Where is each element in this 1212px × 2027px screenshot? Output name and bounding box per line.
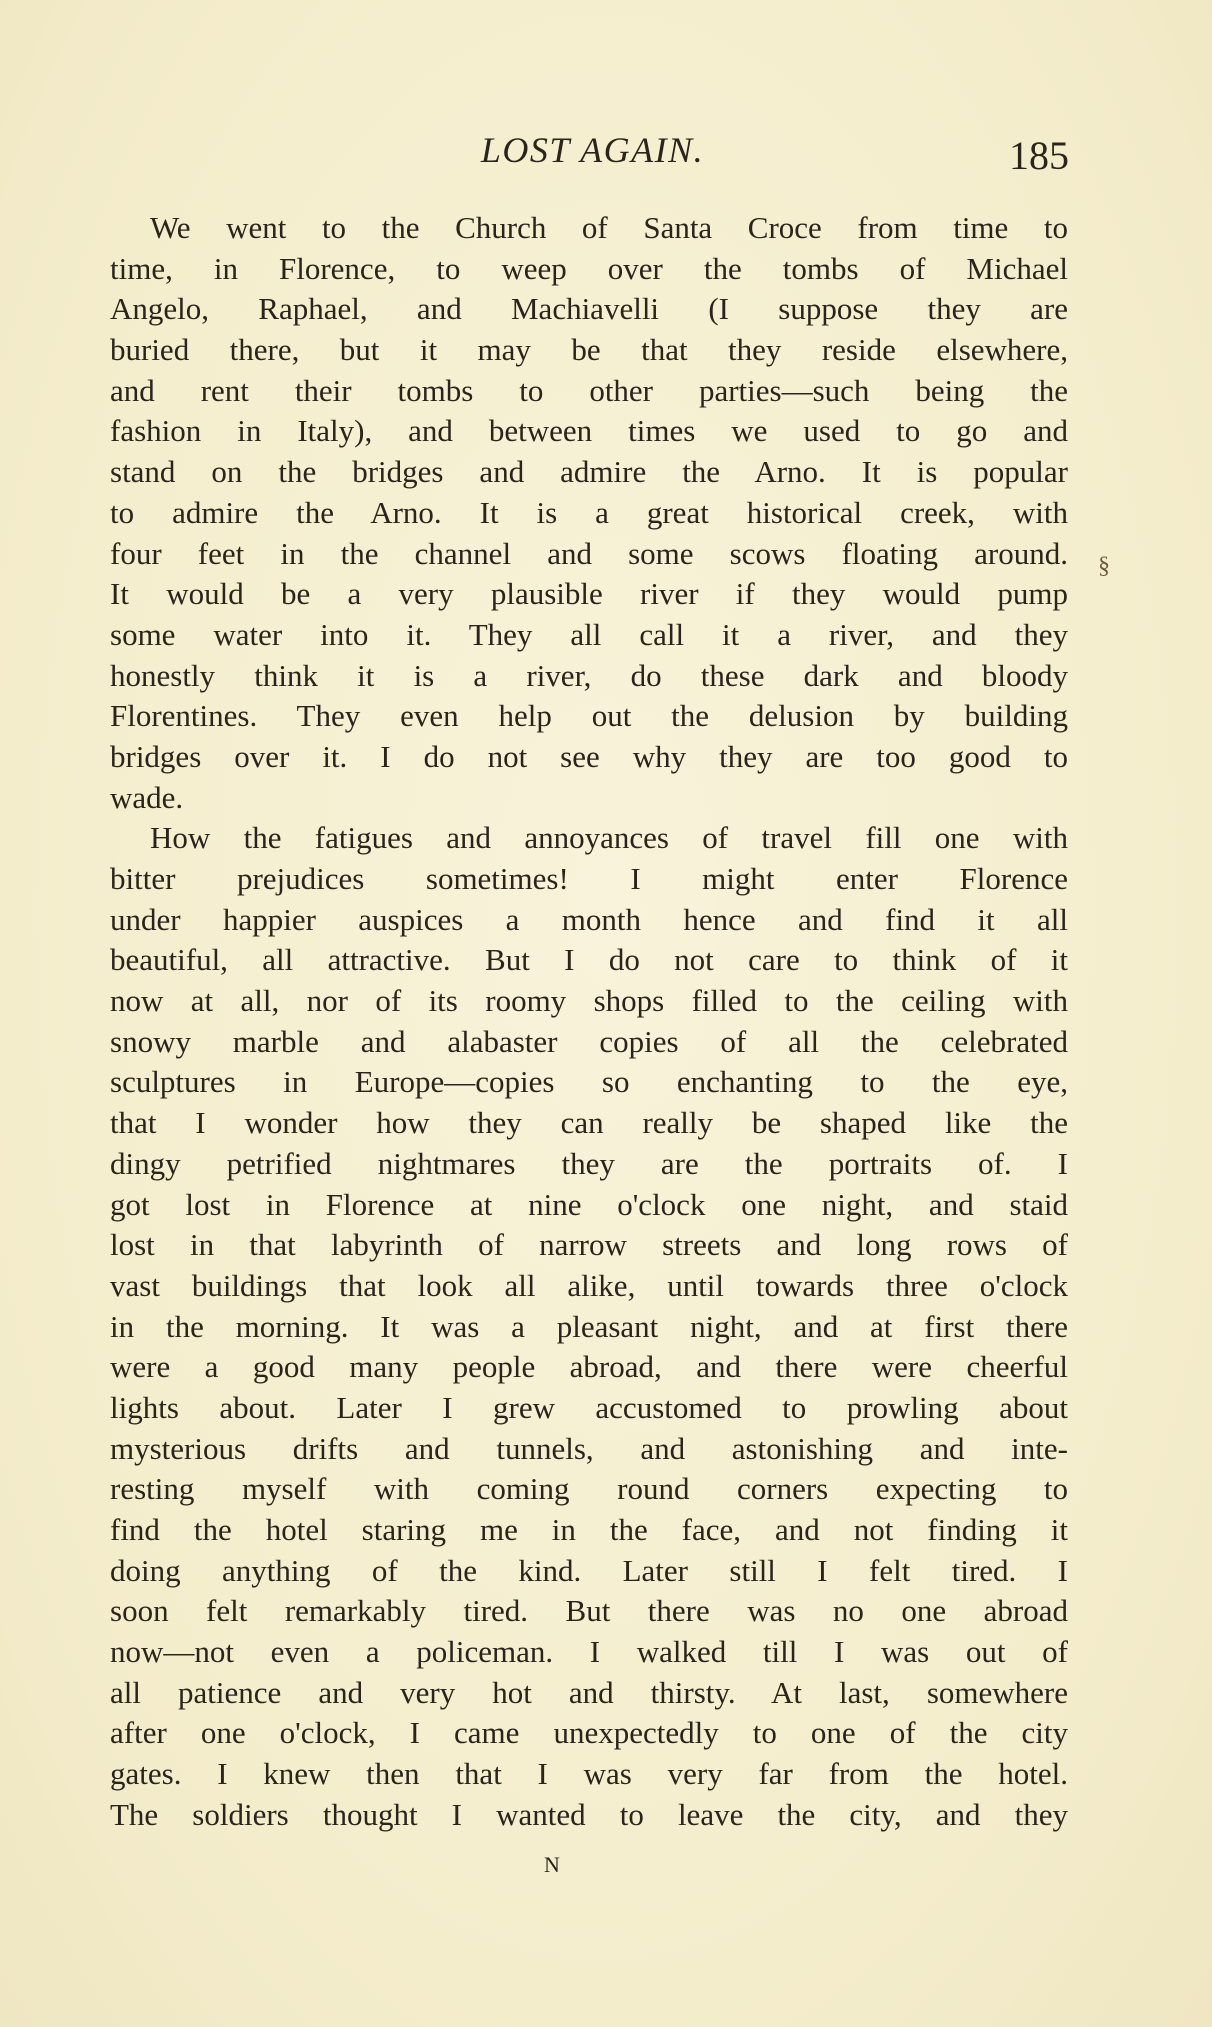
- text-line: snowy marble and alabaster copies of all the celebrated: [110, 1023, 1068, 1059]
- text-line: and rent their tombs to other parties—such being the: [110, 372, 1068, 408]
- text-line: buried there, but it may be that they reside elsewhere,: [110, 332, 1068, 368]
- text-line: lights about. Later I grew accustomed to prowling about: [110, 1389, 1068, 1425]
- text-line: now—not even a policeman. I walked till I was out of: [110, 1634, 1068, 1670]
- text-line: after one o'clock, I came unexpectedly to one of the city: [110, 1715, 1068, 1751]
- text-line: wade.: [110, 779, 184, 815]
- text-line: under happier auspices a month hence and find it all: [110, 901, 1068, 937]
- text-line: sculptures in Europe—copies so enchanting to the eye,: [110, 1064, 1068, 1100]
- running-title: LOST AGAIN.: [480, 130, 705, 170]
- text-line: How the fatigues and annoyances of travel fill one with: [150, 820, 1068, 856]
- text-line: beautiful, all attractive. But I do not care to think of it: [110, 942, 1068, 978]
- text-line: mysterious drifts and tunnels, and astonishing and inte-: [110, 1430, 1068, 1466]
- text-line: doing anything of the kind. Later still I felt tired. I: [110, 1552, 1068, 1588]
- text-line: were a good many people abroad, and there were cheerful: [110, 1349, 1068, 1385]
- text-line: soon felt remarkably tired. But there was no one abroad: [110, 1593, 1068, 1629]
- text-line: We went to the Church of Santa Croce from time to: [150, 210, 1068, 245]
- text-line: The soldiers thought I wanted to leave the city, and they: [110, 1796, 1068, 1832]
- text-line: vast buildings that look all alike, until towards three o'clock: [110, 1267, 1068, 1303]
- page-number: 185: [1009, 133, 1069, 178]
- text-line: dingy petrified nightmares they are the portraits of. I: [110, 1145, 1068, 1181]
- text-line: bitter prejudices sometimes! I might enter Florence: [110, 861, 1068, 896]
- text-line: Angelo, Raphael, and Machiavelli (I suppose they are: [110, 291, 1068, 327]
- text-line: bridges over it. I do not see why they are too good to: [110, 738, 1068, 774]
- text-line: stand on the bridges and admire the Arno. It is popular: [110, 454, 1068, 490]
- text-line: got lost in Florence at nine o'clock one night, and staid: [110, 1186, 1068, 1222]
- text-line: lost in that labyrinth of narrow streets and long rows of: [110, 1227, 1068, 1263]
- text-line: time, in Florence, to weep over the tombs of Michael: [110, 250, 1068, 286]
- text-line: Florentines. They even help out the delusion by building: [110, 698, 1068, 734]
- text-line: all patience and very hot and thirsty. At last, somewhere: [110, 1674, 1068, 1710]
- text-line: honestly think it is a river, do these dark and bloody: [110, 657, 1068, 693]
- margin-mark: §: [1098, 553, 1110, 579]
- running-head: [110, 130, 1075, 180]
- text-line: gates. I knew then that I was very far from the hotel.: [110, 1756, 1068, 1792]
- text-line: resting myself with coming round corners expecting to: [110, 1471, 1068, 1507]
- text-line: fashion in Italy), and between times we used to go and: [110, 413, 1068, 449]
- text-line: It would be a very plausible river if they would pump: [110, 576, 1068, 612]
- body-text: [110, 208, 1068, 1836]
- text-line: to admire the Arno. It is a great historical creek, with: [110, 494, 1068, 530]
- text-line: find the hotel staring me in the face, and not finding it: [110, 1512, 1068, 1547]
- text-line: four feet in the channel and some scows floating around.: [110, 535, 1068, 571]
- text-line: that I wonder how they can really be shaped like the: [110, 1105, 1068, 1141]
- signature-mark: N: [544, 1852, 561, 1877]
- text-line: now at all, nor of its roomy shops filled to the ceiling with: [110, 983, 1068, 1019]
- text-line: some water into it. They all call it a river, and they: [110, 616, 1068, 652]
- text-line: in the morning. It was a pleasant night, and at first there: [110, 1308, 1068, 1344]
